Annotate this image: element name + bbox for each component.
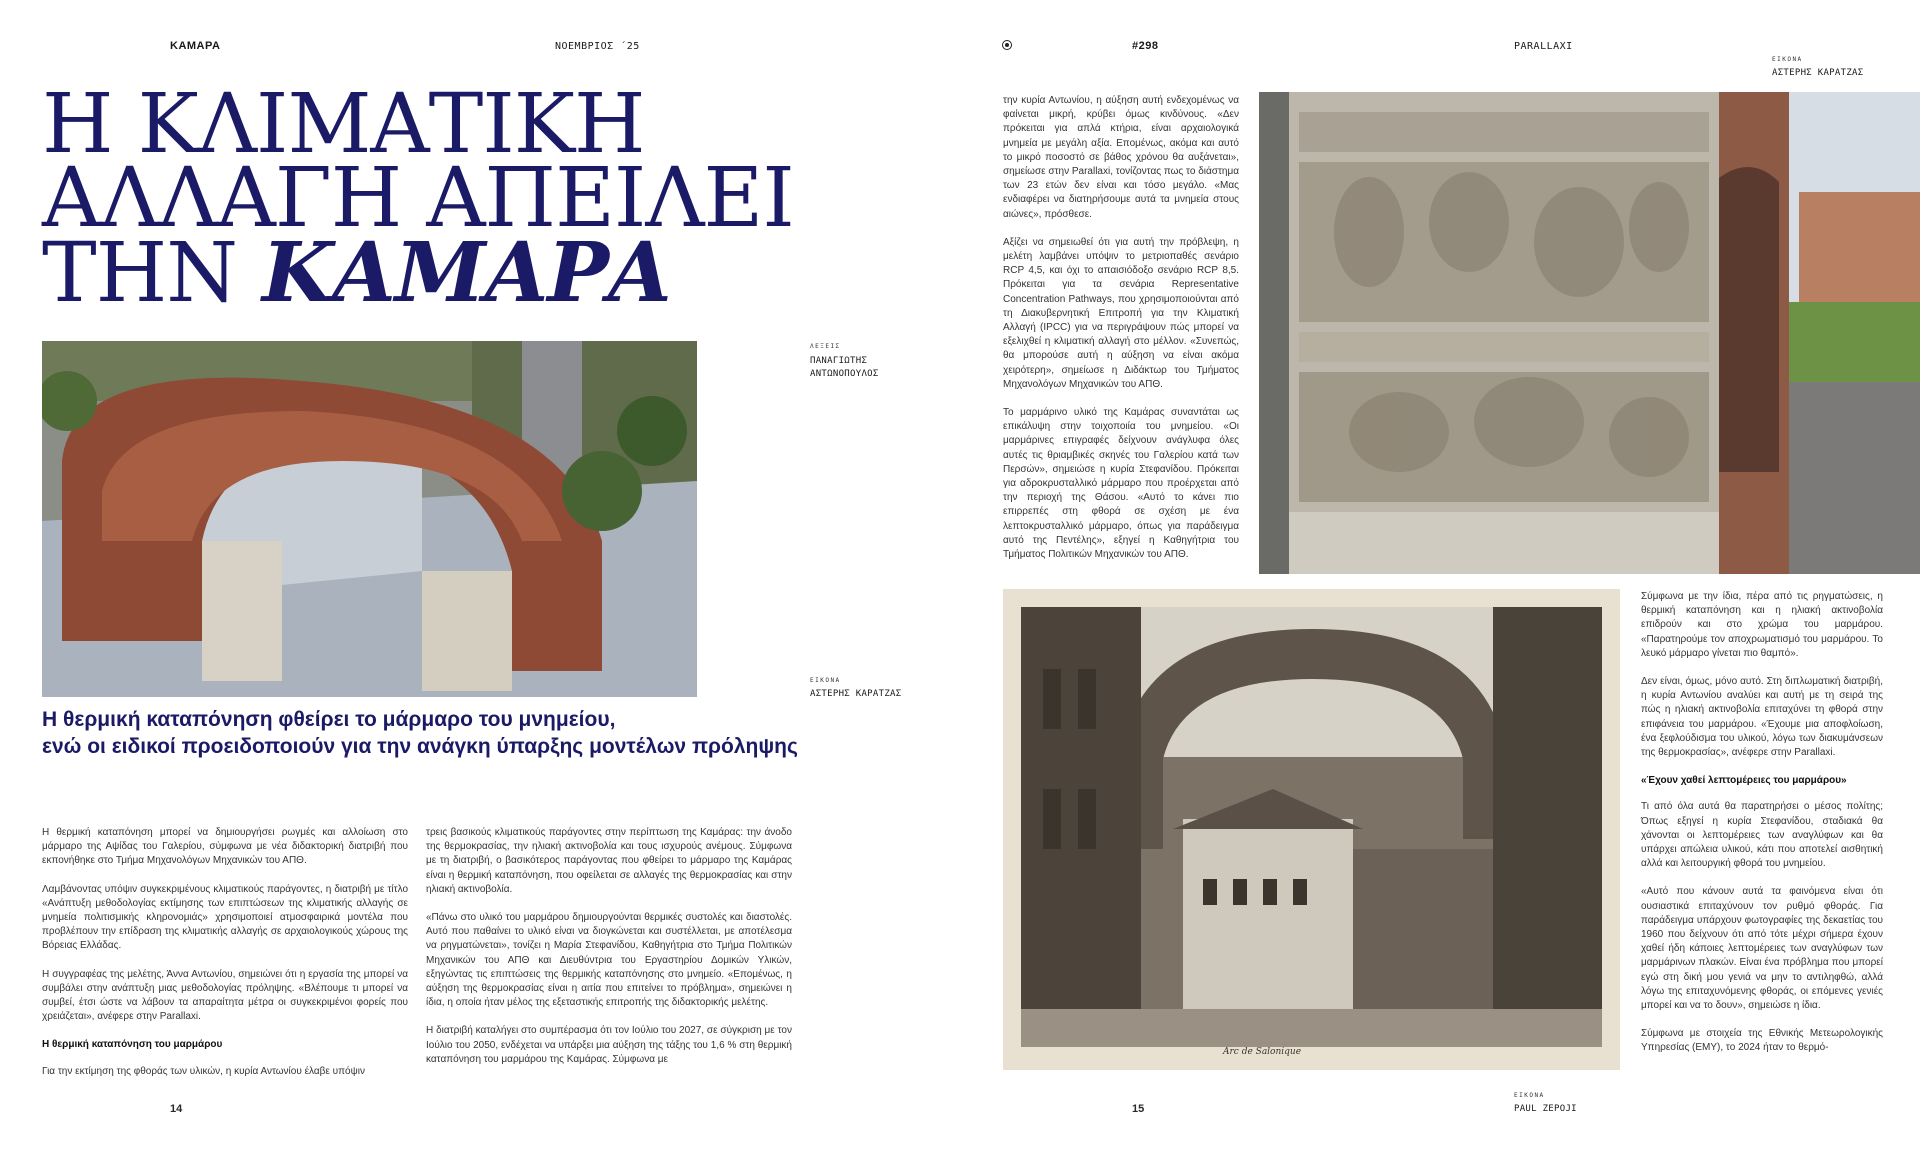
left-running-brand: KAMAPA — [170, 40, 221, 52]
title-line-1: Η ΚΛΙΜΑΤΙΚΗ — [42, 77, 645, 172]
words-author-line-2: ΑΝΤΩΝΟΠΟΥΛΟΣ — [810, 369, 879, 379]
col4-paragraph-4: «Αυτό που κάνουν αυτά τα φαινόμενα είναι ότι ουσιαστικά επιταχύνουν τον ρυθμό φθοράς. Για παράδειγμα υπάρχουν φωτογραφίες της δεκαετίας του 1960 που δείχνουν ότι από τότε μέχρι σήμερα έχουν χαθεί ήδη κάποιες λεπτομέρειες των αναγλύφων των μαρμάρινων πλακών. Είναι ένα πρόβλημα που μπορεί εγώ στη δική μου γενιά να μην το αντιληφθώ, αλλά λόγω της επιταχυνόμενης φθοράς, οι επόμενες γενιές μπορεί και να το δουν», σημειώσε η ίδια. — [1641, 886, 1883, 1012]
body-column-4 — [1641, 590, 1883, 1070]
col3-paragraph-2: Αξίζει να σημειωθεί ότι για αυτή την πρόβλεψη, η μελέτη λαμβάνει υπόψιν το μετριοπαθές σενάριο RCP 4,5, και όχι το απαισιόδοξο σενάριο RCP 8,5. Πρόκειται για τα σενάρια Representative Concentration Pathways, που χρησιμοποιούνται από τη Διακυβερνητική Επιτροπή για την Κλιματική Αλλαγή (IPCC) για να περιγράψουν πώς μπορεί να εξελιχθεί η κλιματική αλλαγή στο μέλλον. «Συνεπώς, θα μπορούσε αυτή η αύξηση να είναι ακόμα χειρότερη», σημείωσε η Διδάκτωρ του Τμήματος Μηχανολόγων Μηχανικών του ΑΠΘ. — [1003, 236, 1239, 390]
aerial-arch-photo — [42, 341, 697, 697]
image1-credit — [810, 677, 902, 701]
image2-credit-label: ΕΙΚΟΝΑ — [1772, 56, 1803, 63]
col2-paragraph-3: Η διατριβή καταλήγει στο συμπέρασμα ότι τον Ιούλιο του 2027, σε σύγκριση με τον Ιούλιο του 2050, ενδέχεται να υπάρξει μια αύξηση της τάξης του 1,6 % στη θερμική καταπόνηση του μαρμάρου της Καμάρας. Σύμφωνα με — [426, 1025, 792, 1065]
left-running-date: ΝΟΕΜΒΡΙΟΣ ΄25 — [555, 41, 640, 52]
col2-paragraph-1: τρεις βασικούς κλιματικούς παράγοντες στην περίπτωση της Καμάρας: την άνοδο της θερμοκρασίας, την ηλιακή ακτινοβολία και τους ισχυρούς ανέμους. Σύμφωνα με τη διατριβή, ο βασικότερος παράγοντας που φθείρει το μάρμαρο της Καμάρας είναι η θερμική καταπόνηση, που οφείλεται σε αλλαγές της θερμοκρασίας και στην ηλιακή ακτινοβολία. — [426, 827, 792, 895]
body-column-2 — [426, 826, 792, 1081]
col4-paragraph-3: Τι από όλα αυτά θα παρατηρήσει ο μέσος πολίτης; Όπως εξηγεί η κυρία Στεφανίδου, σταδιακά θα χάνονται οι λεπτομέρειες των αναγλύφων και θα υπάρχει απώλεια υλικού, κάτι που αποτελεί αισθητική αλλά και λειτουργική φθορά του μνημείου. — [1641, 801, 1883, 870]
col1-paragraph-1: Η θερμική καταπόνηση μπορεί να δημιουργήσει ρωγμές και αλλοίωση στο μάρμαρο της Αψίδας του Γαλερίου, σύμφωνα με νέα διδακτορική διατριβή που εκπονήθηκε στο Τμήμα Μηχανολόγων Μηχανικών του ΑΠΘ. — [42, 827, 408, 867]
image1-credit-author: ΑΣΤΕΡΗΣ ΚΑΡΑΤΖΑΣ — [810, 689, 902, 699]
col2-paragraph-2: «Πάνω στο υλικό του μαρμάρου δημιουργούνται θερμικές συστολές και διαστολές. Αυτό που παθαίνει το υλικό είναι να διογκώνεται και συστέλλεται, με αποτέλεσμα να ρηγματώνεται», τονίζει η Μαρία Στεφανίδου, Καθηγήτρια στο Τμήμα Πολιτικών Μηχανικών του ΑΠΘ και Διευθύντρια του Εργαστηρίου Δομικών Υλικών, εξηγώντας τις επιπτώσεις της θερμικής καταπόνησης στο μνημείο. «Επομένως, η αύξηση της θερμοκρασίας είναι η αιτία που επιτείνει το πρόβλημα», σημειώνει η ίδια, η οποία ήταν μέλος της εξεταστικής επιτροπής της διδακτορικής μελέτης. — [426, 912, 792, 1009]
article-subtitle — [42, 706, 882, 760]
title-emphasis: ΚΑΜΑΡΑ — [262, 225, 671, 321]
subtitle-line-2: ενώ οι ειδικοί προειδοποιούν για την ανάγκη ύπαρξης μοντέλων πρόληψης — [42, 735, 798, 758]
col1-paragraph-4: Για την εκτίμηση της φθοράς των υλικών, η κυρία Αντωνίου έλαβε υπόψιν — [42, 1065, 365, 1077]
words-author-line-1: ΠΑΝΑΓΙΩΤΗΣ — [810, 356, 868, 366]
col1-paragraph-2: Λαμβάνοντας υπόψιν συγκεκριμένους κλιματικούς παράγοντες, η διατριβή με τίτλο «Ανάπτυξη μεθοδολογίας εκτίμησης των επιπτώσεων της κλιματικής αλλαγής σε μνημεία πολιτισμικής κληρονομιάς» χρησιμοποιεί ατμοσφαιρικά μοντέλα που προβλέπουν την επίδραση της κλιματικής αλλαγής σε αρχαιολογικούς χώρους της Βόρειας Ελλάδας. — [42, 883, 408, 952]
image2-credit — [1772, 56, 1864, 80]
right-running-issue: #298 — [1132, 40, 1159, 52]
body-column-3 — [1003, 94, 1239, 576]
col4-heading: «Έχουν χαθεί λεπτομέρειες του μαρμάρου» — [1641, 775, 1847, 787]
col4-paragraph-1: Σύμφωνα με την ίδια, πέρα από τις ρηγματώσεις, η θερμική καταπόνηση και η ηλιακή ακτινοβολία επιδρούν και στο χρώμα του μαρμάρου. «Παρατηρούμε τον αποχρωματισμό του μαρμάρου. Το λευκό μάρμαρο γίνεται πιο θαμπό». — [1641, 591, 1883, 659]
col3-paragraph-3: Το μαρμάρινο υλικό της Καμάρας συναντάται ως επικάλυψη στην τοιχοποιία του μνημείου. «Οι μαρμάρινες επιγραφές δείχνουν ανάγλυφα όλες αυτές τις θριαμβικές σκηνές του Γαλερίου κατά των Περσών», σημειώσε η κυρία Στεφανίδου. Πρόκειται για αδροκρυσταλλικό μάρμαρο που προέρχεται από την περιοχή της Θάσου. «Αυτό το κάνει πιο επιρρεπές στη φθορά σε σχέση με ένα λεπτοκρυσταλλικό μάρμαρο, όπως για παράδειγμα αυτό της Πεντέλης», εξηγεί η Καθηγήτρια του Τμήματος Πολιτικών Μηχανικών του ΑΠΘ. — [1003, 407, 1239, 561]
body-column-1 — [42, 826, 408, 1093]
col3-paragraph-1: την κυρία Αντωνίου, η αύξηση αυτή ενδεχομένως να φαίνεται μικρή, κρύβει όμως κινδύνους. «Δεν πρόκειται για απλά κτήρια, είναι αρχαιολογικά μνημεία με μεγάλη αξία. Επομένως, ακόμα και αυτό το μικρό ποσοστό σε βάθος χρόνου θα αυξάνεται», σημείωσε στην Parallaxi, τονίζοντας πως το διάστημα των 23 ετών δεν είναι και τόσο μεγάλο. «Μας ενδιαφέρει να διατηρήσουμε αυτά τα μνημεία στους αιώνες», πρόσθεσε. — [1003, 95, 1239, 220]
words-credit — [810, 343, 879, 381]
image2-credit-author: ΑΣΤΕΡΗΣ ΚΑΡΑΤΖΑΣ — [1772, 68, 1864, 78]
col1-heading: Η θερμική καταπόνηση του μαρμάρου — [42, 1039, 223, 1051]
photo3-caption: Arc de Salonique — [1223, 1047, 1302, 1057]
right-running-brand: PARALLAXI — [1514, 41, 1573, 52]
image3-credit-author: PAUL ZEPOJI — [1514, 1104, 1577, 1114]
words-credit-label: ΛΕΞΕΙΣ — [810, 343, 841, 350]
title-line-2: ΑΛΛΑΓΗ ΑΠΕΙΛΕΙ — [42, 151, 794, 246]
right-page-number: 15 — [1132, 1103, 1145, 1115]
left-page-number: 14 — [170, 1103, 183, 1115]
article-title — [42, 77, 842, 321]
col4-paragraph-5: Σύμφωνα με στοιχεία της Εθνικής Μετεωρολογικής Υπηρεσίας (ΕΜΥ), το 2024 ήταν το θερμό- — [1641, 1028, 1883, 1054]
relief-closeup-photo — [1259, 92, 1920, 574]
title-line-3-prefix: ΤΗΝ — [42, 226, 263, 321]
col1-paragraph-3: Η συγγραφέας της μελέτης, Άννα Αντωνίου, σημειώνει ότι η εργασία της μπορεί να συμβάλει στην ανάπτυξη μιας μεθοδολογίας πρόληψης. «Βλέπουμε τι μπορεί να συμβεί, έτσι ώστε να λάβουν τα απαραίτητα μέτρα οι συγκεκριμένοι φορείς που χρειάζεται», ανέφερε στην Parallaxi. — [42, 968, 408, 1023]
image3-credit — [1514, 1092, 1577, 1116]
circle-dot-icon — [1002, 40, 1012, 50]
image1-credit-label: ΕΙΚΟΝΑ — [810, 677, 841, 684]
historical-sepia-photo — [1003, 589, 1620, 1070]
image3-credit-label: ΕΙΚΟΝΑ — [1514, 1092, 1545, 1099]
subtitle-line-1: Η θερμική καταπόνηση φθείρει το μάρμαρο του μνημείου, — [42, 708, 616, 731]
col4-paragraph-2: Δεν είναι, όμως, μόνο αυτό. Στη διπλωματική διατριβή, η κυρία Αντωνίου αναλύει και αυτή με τη σειρά της πώς η ηλιακή ακτινοβολία επιταχύνει τη φθορά στην επιφάνεια του μαρμάρου. «Έχουμε μια αποφλοίωση, ένα ξεφλούδισμα του υλικού, λόγω των διακυμάνσεων της θερμοκρασίας», ανέφερε στην Parallaxi. — [1641, 676, 1883, 759]
title-line-3 — [42, 225, 842, 321]
